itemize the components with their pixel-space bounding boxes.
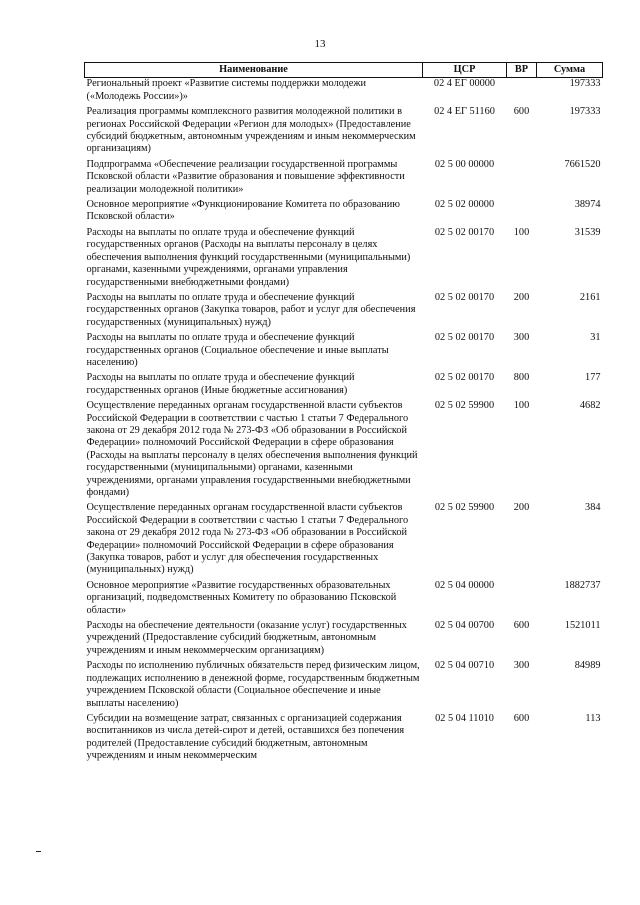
row-vr — [507, 159, 537, 199]
row-sum: 7661520 — [564, 158, 601, 170]
table-row — [85, 713, 603, 766]
row-vr — [507, 199, 537, 227]
row-csr: 02 5 04 00700 — [434, 620, 495, 632]
row-csr: 02 5 00 00000 — [434, 158, 495, 170]
header-vr: ВР — [507, 63, 537, 78]
row-csr: 02 5 02 59900 — [434, 400, 495, 412]
budget-table — [84, 62, 603, 766]
row-vr: 200 — [513, 502, 530, 514]
row-sum: 4682 — [579, 400, 601, 412]
row-name: Расходы на выплаты по оплате труда и обеспечение функций государственных органов (Расходы на выплаты персоналу в целях обеспечения выполнения функций государственными (муниципальными) органами, казенными учреждениями, органами управления государственными внебюджетными фондами) — [86, 226, 411, 288]
table-row — [85, 372, 603, 400]
row-vr: 300 — [513, 332, 530, 344]
table-row — [85, 332, 603, 372]
row-name: Подпрограмма «Обеспечение реализации государственной программы Псковской области «Развитие образования и повышение эффективности реализации молодежной политики» — [86, 158, 405, 195]
row-csr: 02 5 02 00170 — [434, 332, 495, 344]
row-name: Расходы по исполнению публичных обязательств перед физическим лицом, подлежащих исполнению в денежной форме, государственным бюджетным учреждением Псковской области (Социальное обеспечение и иные выплаты населению) — [86, 660, 420, 709]
row-sum: 1882737 — [564, 579, 601, 591]
page-number: 13 — [314, 38, 326, 50]
table-row — [85, 502, 603, 579]
row-name: Субсидии на возмещение затрат, связанных с организацией содержания воспитанников из числа детей-сирот и детей, оставшихся без попечения родителей (Предоставление субсидий бюджетным, автономным учреждениям и иным некоммерческим — [86, 712, 405, 762]
table-row — [85, 292, 603, 332]
row-vr: 800 — [513, 372, 530, 384]
row-sum: 384 — [585, 502, 601, 514]
row-csr: 02 5 02 00000 — [434, 199, 495, 211]
row-vr: 600 — [513, 106, 530, 118]
table-row — [85, 106, 603, 159]
row-name: Расходы на выплаты по оплате труда и обеспечение функций государственных органов (Социальное обеспечение и иные выплаты населению) — [86, 332, 389, 368]
row-vr: 300 — [513, 660, 530, 672]
row-sum: 1521011 — [564, 620, 601, 632]
header-csr: ЦСР — [423, 63, 507, 78]
table-row — [85, 660, 603, 713]
row-sum: 31539 — [574, 226, 601, 238]
row-sum: 197333 — [569, 106, 601, 118]
row-name: Региональный проект «Развитие системы поддержки молодежи («Молодежь России»)» — [86, 78, 366, 102]
row-csr: 02 4 ЕГ 00000 — [433, 78, 496, 90]
table-header-row — [85, 63, 603, 78]
table-row — [85, 400, 603, 502]
row-vr — [507, 78, 537, 106]
row-csr: 02 5 04 11010 — [435, 712, 494, 724]
row-name: Реализация программы комплексного развития молодежной политики в регионах Российской Федерации «Регион для молодых» (Предоставление субсидий бюджетным, автономным учреждениям и иным некоммерческим организациям) — [86, 106, 416, 155]
row-csr: 02 4 ЕГ 51160 — [434, 106, 495, 118]
row-vr — [507, 580, 537, 620]
table-row — [85, 78, 603, 106]
row-csr: 02 5 04 00000 — [434, 579, 495, 591]
row-name: Расходы на выплаты по оплате труда и обеспечение функций государственных органов (Иные бюджетные ассигнования) — [86, 372, 355, 396]
row-sum: 31 — [590, 332, 601, 344]
row-vr: 200 — [513, 291, 530, 303]
header-sum: Сумма — [537, 63, 603, 78]
row-sum: 84989 — [574, 660, 601, 672]
row-name: Основное мероприятие «Функционирование Комитета по образованию Псковской области» — [86, 199, 400, 223]
row-sum: 113 — [585, 712, 601, 724]
row-name: Основное мероприятие «Развитие государственных образовательных организаций, подведомственных Комитету по образованию Псковской области» — [86, 579, 397, 616]
row-csr: 02 5 04 00710 — [434, 660, 495, 672]
row-vr: 600 — [513, 712, 530, 724]
scan-edge-mark — [36, 851, 41, 852]
row-vr: 100 — [513, 226, 530, 238]
table-row — [85, 580, 603, 620]
table-row — [85, 227, 603, 292]
row-csr: 02 5 02 59900 — [434, 502, 495, 514]
row-name: Осуществление переданных органам государственной власти субъектов Российской Федерации в соответствии с частью 1 статьи 7 Федерального закона от 29 декабря 2012 года № 273-ФЗ «Об образовании в Российской Федерации» полномочий Российской Федерации в сфере образования (Закупка товаров, работ и услуг для обеспечения государственных (муниципальных) нужд) — [86, 502, 409, 576]
row-name: Осуществление переданных органам государственной власти субъектов Российской Федерации в соответствии с частью 1 статьи 7 Федерального закона от 29 декабря 2012 года № 273-ФЗ «Об образовании в Российской Федерации» полномочий Российской Федерации в сфере образования (Расходы на выплаты персоналу в целях обеспечения выполнения функций государственными (муниципальными) органами, казенными учреждениями, органами управления государственными внебюджетными фондами) — [86, 400, 418, 498]
row-csr: 02 5 02 00170 — [434, 226, 495, 238]
row-sum: 177 — [585, 372, 601, 384]
row-sum: 2161 — [579, 291, 601, 303]
row-sum: 38974 — [574, 199, 601, 211]
row-csr: 02 5 02 00170 — [434, 291, 495, 303]
table-row — [85, 620, 603, 660]
row-vr: 100 — [513, 400, 530, 412]
header-name: Наименование — [85, 63, 423, 78]
row-vr: 600 — [513, 620, 530, 632]
row-name: Расходы на выплаты по оплате труда и обеспечение функций государственных органов (Закупка товаров, работ и услуг для обеспечения государственных (муниципальных) нужд) — [86, 291, 416, 328]
row-csr: 02 5 02 00170 — [434, 372, 495, 384]
row-sum: 197333 — [569, 78, 601, 90]
row-name: Расходы на обеспечение деятельности (оказание услуг) государственных учреждений (Предоставление субсидий бюджетным, автономным учреждениям и иным некоммерческим организациям) — [86, 620, 407, 656]
table-row — [85, 159, 603, 199]
table-row — [85, 199, 603, 227]
